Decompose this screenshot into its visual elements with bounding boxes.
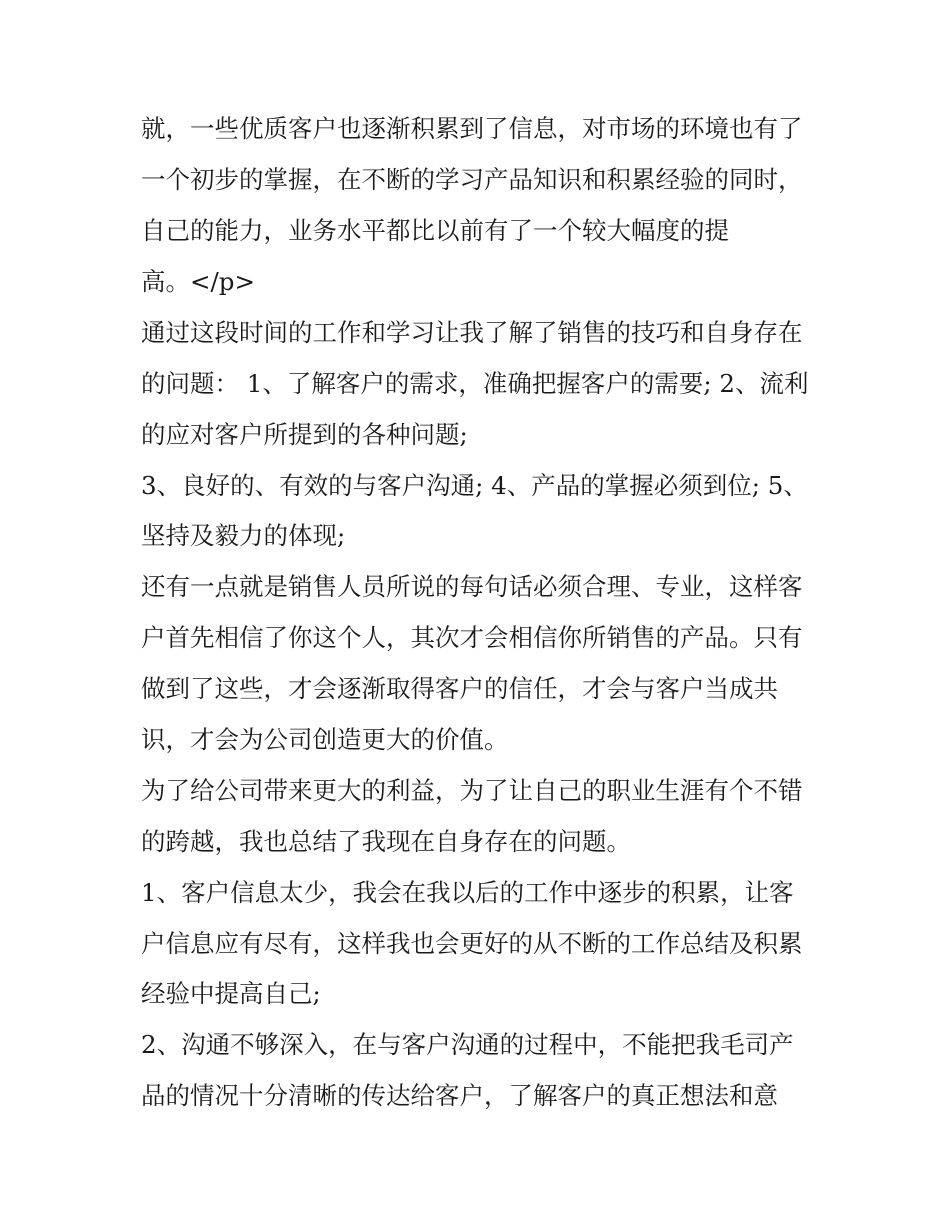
text-line: 品的情况十分清晰的传达给客户，了解客户的真正想法和意 [141, 1081, 778, 1110]
text-line: 3、良好的、有效的与客户沟通; 4、产品的掌握必须到位; 5、 [141, 471, 808, 500]
text-line: 识，才会为公司创造更大的价值。 [141, 725, 509, 754]
text-line: 坚持及毅力的体现; [141, 521, 346, 550]
text-line: 高。</p> [141, 267, 255, 296]
text-line: 的跨越，我也总结了我现在自身存在的问题。 [141, 827, 631, 856]
text-line: 做到了这些，才会逐渐取得客户的信任，才会与客户当成共 [141, 674, 778, 703]
text-line: 的问题： 1、了解客户的需求，准确把握客户的需要; 2、流利 [141, 369, 809, 398]
text-line: 为了给公司带来更大的利益，为了让自己的职业生涯有个不错 [141, 776, 803, 805]
text-line: 通过这段时间的工作和学习让我了解了销售的技巧和自身存在 [141, 318, 803, 347]
text-line: 经验中提高自己; [141, 979, 321, 1008]
text-line: 1、客户信息太少，我会在我以后的工作中逐步的积累，让客 [141, 878, 794, 907]
text-line: 户信息应有尽有，这样我也会更好的从不断的工作总结及积累 [141, 929, 803, 958]
text-line: 户首先相信了你这个人，其次才会相信你所销售的产品。只有 [141, 623, 803, 652]
text-line: 就，一些优质客户也逐渐积累到了信息，对市场的环境也有了 [141, 114, 803, 143]
text-line: 的应对客户所提到的各种问题; [141, 420, 468, 449]
text-line: 自己的能力，业务水平都比以前有了一个较大幅度的提 [141, 216, 729, 245]
text-line: 一个初步的掌握，在不断的学习产品知识和积累经验的同时， [141, 165, 803, 194]
text-line: 2、沟通不够深入，在与客户沟通的过程中，不能把我毛司产 [141, 1030, 794, 1059]
text-line: 还有一点就是销售人员所说的每句话必须合理、专业，这样客 [141, 572, 803, 601]
